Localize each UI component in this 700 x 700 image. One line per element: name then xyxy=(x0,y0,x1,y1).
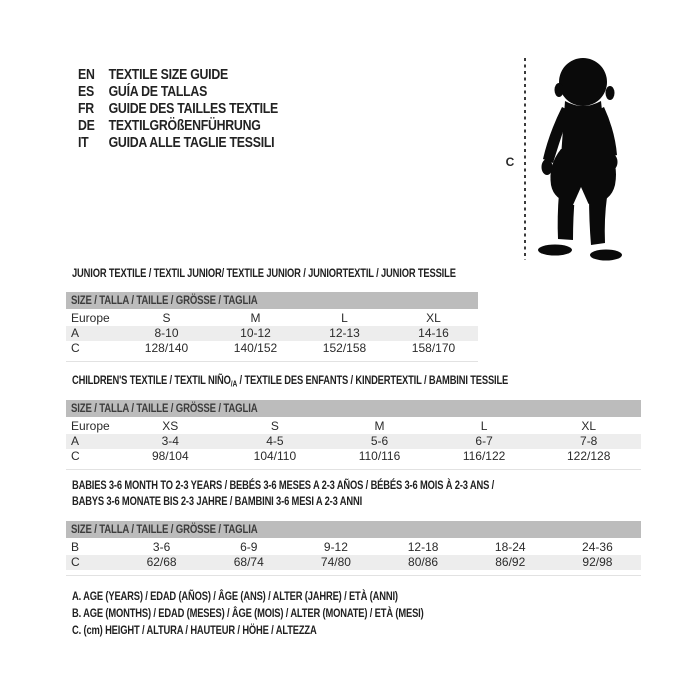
row-label: C xyxy=(71,449,80,463)
height-cell: 98/104 xyxy=(151,449,189,463)
section-heading-text: JUNIOR TEXTILE / TEXTIL JUNIOR/ TEXTILE JUNIOR / JUNIORTEXTIL / JUNIOR TESSILE xyxy=(72,266,456,280)
row-label: A xyxy=(71,326,80,340)
language-title: GUIDA ALLE TAGLIE TESSILI xyxy=(108,135,275,151)
age-cell: 4-5 xyxy=(266,434,284,448)
size-cell: XL xyxy=(581,419,597,433)
heading-part: / TEXTILE DES ENFANTS / KINDERTEXTIL / BAMBINI TESSILE xyxy=(237,373,509,387)
heading-part: CHILDREN'S TEXTILE / TEXTIL NIÑO xyxy=(72,373,231,387)
size-cell: L xyxy=(341,311,348,325)
table-header-band-label: SIZE / TALLA / TAILLE / GRÖSSE / TAGLIA xyxy=(71,401,258,415)
section-heading-line1: BABIES 3-6 MONTH TO 2-3 YEARS / BEBÉS 3-6 MESES A 2-3 AÑOS / BÉBÉS 3-6 MOIS À 2-3 ANS / xyxy=(72,478,495,492)
row-label: Europe xyxy=(71,419,110,433)
table-row-europe xyxy=(66,419,641,434)
row-label: A xyxy=(71,434,80,448)
height-cell: 104/110 xyxy=(253,449,297,463)
table-row-height xyxy=(66,449,641,464)
language-title: GUIDE DES TAILLES TEXTILE xyxy=(108,101,278,117)
size-cell: L xyxy=(480,419,488,433)
section-heading-babies xyxy=(72,478,613,509)
note-a xyxy=(72,588,523,605)
height-cell: 86/92 xyxy=(495,555,526,569)
language-list xyxy=(78,67,313,152)
size-cell: S xyxy=(162,311,171,325)
note-text: B. AGE (MONTHS) / EDAD (MESES) / ÂGE (MOIS) / ALTER (MONATE) / ETÀ (MESI) xyxy=(72,605,424,620)
note-text: C. (cm) HEIGHT / ALTURA / HAUTEUR / HÖHE / ALTEZZA xyxy=(72,622,317,637)
height-cell: 140/152 xyxy=(233,341,278,355)
age-cell: 14-16 xyxy=(418,326,449,340)
language-code: EN xyxy=(78,67,95,83)
height-cell: 152/158 xyxy=(322,341,367,355)
months-cell: 12-18 xyxy=(407,540,439,554)
height-cell: 74/80 xyxy=(320,555,351,569)
size-cell: XL xyxy=(426,311,441,325)
age-cell: 7-8 xyxy=(580,434,598,448)
section-heading-junior xyxy=(72,266,564,282)
row-label: C xyxy=(71,341,80,355)
height-measure-dashed-line xyxy=(524,58,526,260)
section-heading-line2: BABYS 3-6 MONATE BIS 2-3 JAHRE / BAMBINI 3-6 MESI A 2-3 ANNI xyxy=(72,493,363,508)
language-code: FR xyxy=(78,101,94,117)
note-b xyxy=(72,605,523,622)
language-row-it xyxy=(78,135,278,152)
months-cell: 3-6 xyxy=(152,540,171,554)
language-row-fr xyxy=(78,101,278,118)
baby-silhouette-image xyxy=(535,57,623,263)
row-label: B xyxy=(71,540,80,554)
size-cell: XS xyxy=(162,419,179,433)
table-header-band-label: SIZE / TALLA / TAILLE / GRÖSSE / TAGLIA xyxy=(71,522,258,536)
months-cell: 9-12 xyxy=(323,540,348,554)
table-row-age xyxy=(66,326,478,341)
section-heading-text xyxy=(72,373,508,392)
size-table-children xyxy=(66,400,641,470)
table-header-band-label: SIZE / TALLA / TAILLE / GRÖSSE / TAGLIA xyxy=(71,293,258,307)
size-table-junior xyxy=(66,292,478,362)
language-row-es xyxy=(78,84,278,101)
months-cell: 6-9 xyxy=(240,540,258,554)
height-cell: 158/170 xyxy=(411,341,456,355)
table-row-months xyxy=(66,540,641,555)
note-text: A. AGE (YEARS) / EDAD (AÑOS) / ÂGE (ANS) / ALTER (JAHRE) / ETÀ (ANNI) xyxy=(72,589,398,603)
table-row-age xyxy=(66,434,641,449)
size-table-babies xyxy=(66,521,641,576)
table-header-band xyxy=(66,292,478,309)
height-cell: 116/122 xyxy=(462,449,506,463)
height-cell: 122/128 xyxy=(566,449,611,463)
age-cell: 3-4 xyxy=(161,434,179,448)
row-label: Europe xyxy=(71,311,110,325)
note-c xyxy=(72,622,523,639)
language-title: GUÍA DE TALLAS xyxy=(108,84,208,100)
age-cell: 6-7 xyxy=(475,434,493,448)
table-header-band xyxy=(66,521,641,538)
height-cell: 80/86 xyxy=(408,555,439,569)
age-cell: 10-12 xyxy=(240,326,271,340)
table-header-band xyxy=(66,400,641,417)
height-cell: 128/140 xyxy=(144,341,189,355)
height-cell: 62/68 xyxy=(146,555,177,569)
language-row-en xyxy=(78,67,278,84)
size-cell: M xyxy=(374,419,385,433)
size-cell: S xyxy=(270,419,279,433)
language-title: TEXTILGRÖßENFÜHRUNG xyxy=(108,118,261,134)
heading-subscript: /A xyxy=(230,378,238,389)
language-code: DE xyxy=(78,118,95,134)
language-row-de xyxy=(78,118,278,135)
language-code: IT xyxy=(78,135,89,151)
section-heading-children xyxy=(72,373,631,392)
legend-notes xyxy=(72,588,523,638)
months-cell: 24-36 xyxy=(582,540,613,554)
row-label: C xyxy=(71,555,80,569)
height-cell: 92/98 xyxy=(582,555,613,569)
months-cell: 18-24 xyxy=(494,540,526,554)
age-cell: 5-6 xyxy=(370,434,389,448)
language-title: TEXTILE SIZE GUIDE xyxy=(108,67,228,83)
measure-label-c: C xyxy=(505,155,515,169)
table-row-europe xyxy=(66,311,478,326)
size-cell: M xyxy=(250,311,261,325)
table-row-height xyxy=(66,555,641,570)
age-cell: 12-13 xyxy=(329,326,360,340)
table-row-height xyxy=(66,341,478,356)
height-cell: 110/116 xyxy=(358,449,401,463)
language-code: ES xyxy=(78,84,94,100)
height-cell: 68/74 xyxy=(233,555,264,569)
age-cell: 8-10 xyxy=(154,326,179,340)
